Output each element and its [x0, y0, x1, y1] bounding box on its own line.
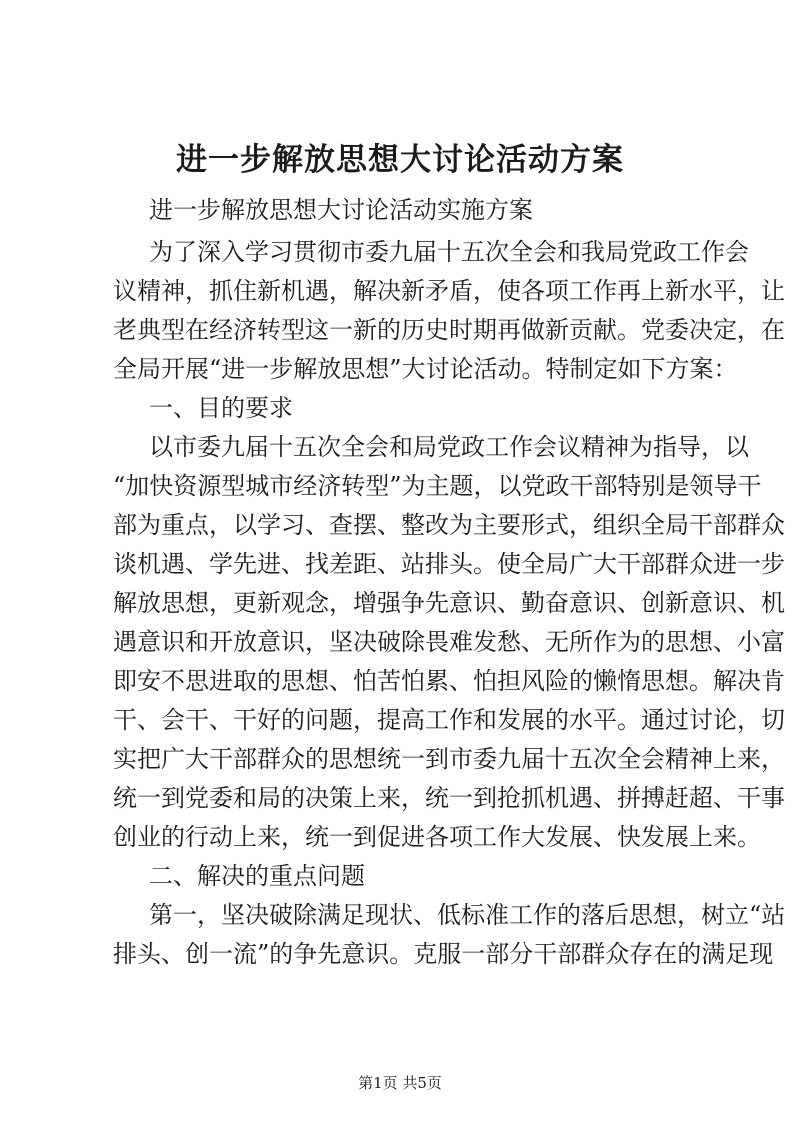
paragraph-line: 即安不思进取的思想、怕苦怕累、怕担风险的懒惰思想。解决肯	[113, 667, 785, 695]
paragraph-line: 实把广大干部群众的思想统一到市委九届十五次全会精神上来，	[113, 745, 785, 773]
paragraph-line: 统一到党委和局的决策上来，统一到抢抓机遇、拼搏赶超、干事	[113, 784, 785, 812]
section-heading: 一、目的要求	[149, 394, 293, 422]
paragraph-line: 排头、创一流”的争先意识。克服一部分干部群众存在的满足现	[113, 940, 774, 968]
paragraph-line: 老典型在经济转型这一新的历史时期再做新贡献。党委决定，在	[113, 316, 785, 344]
paragraph-line: 议精神，抓住新机遇，解决新矛盾，使各项工作再上新水平，让	[113, 277, 785, 305]
paragraph-line: 创业的行动上来，统一到促进各项工作大发展、快发展上来。	[113, 823, 761, 851]
paragraph-line: 谈机遇、学先进、找差距、站排头。使全局广大干部群众进一步	[113, 550, 785, 578]
paragraph-line: 遇意识和开放意识，坚决破除畏难发愁、无所作为的思想、小富	[113, 628, 785, 656]
paragraph-line: 部为重点，以学习、查摆、整改为主要形式，组织全局干部群众	[113, 511, 785, 539]
paragraph-line: “加快资源型城市经济转型”为主题，以党政干部特别是领导干	[113, 472, 762, 500]
document-title: 进一步解放思想大讨论活动方案	[176, 142, 624, 178]
subtitle-line: 进一步解放思想大讨论活动实施方案	[149, 196, 533, 224]
section-heading: 二、解决的重点问题	[149, 862, 365, 890]
paragraph-line: 为了深入学习贯彻市委九届十五次全会和我局党政工作会	[149, 238, 749, 266]
paragraph-line: 第一，坚决破除满足现状、低标准工作的落后思想，树立“站	[149, 901, 786, 929]
paragraph-line: 以市委九届十五次全会和局党政工作会议精神为指导，以	[149, 433, 749, 461]
paragraph-line: 干、会干、干好的问题，提高工作和发展的水平。通过讨论，切	[113, 706, 785, 734]
page-footer: 第1页 共5页	[358, 1074, 442, 1092]
paragraph-line: 全局开展“进一步解放思想”大讨论活动。特制定如下方案：	[113, 355, 738, 383]
paragraph-line: 解放思想，更新观念，增强争先意识、勤奋意识、创新意识、机	[113, 589, 785, 617]
